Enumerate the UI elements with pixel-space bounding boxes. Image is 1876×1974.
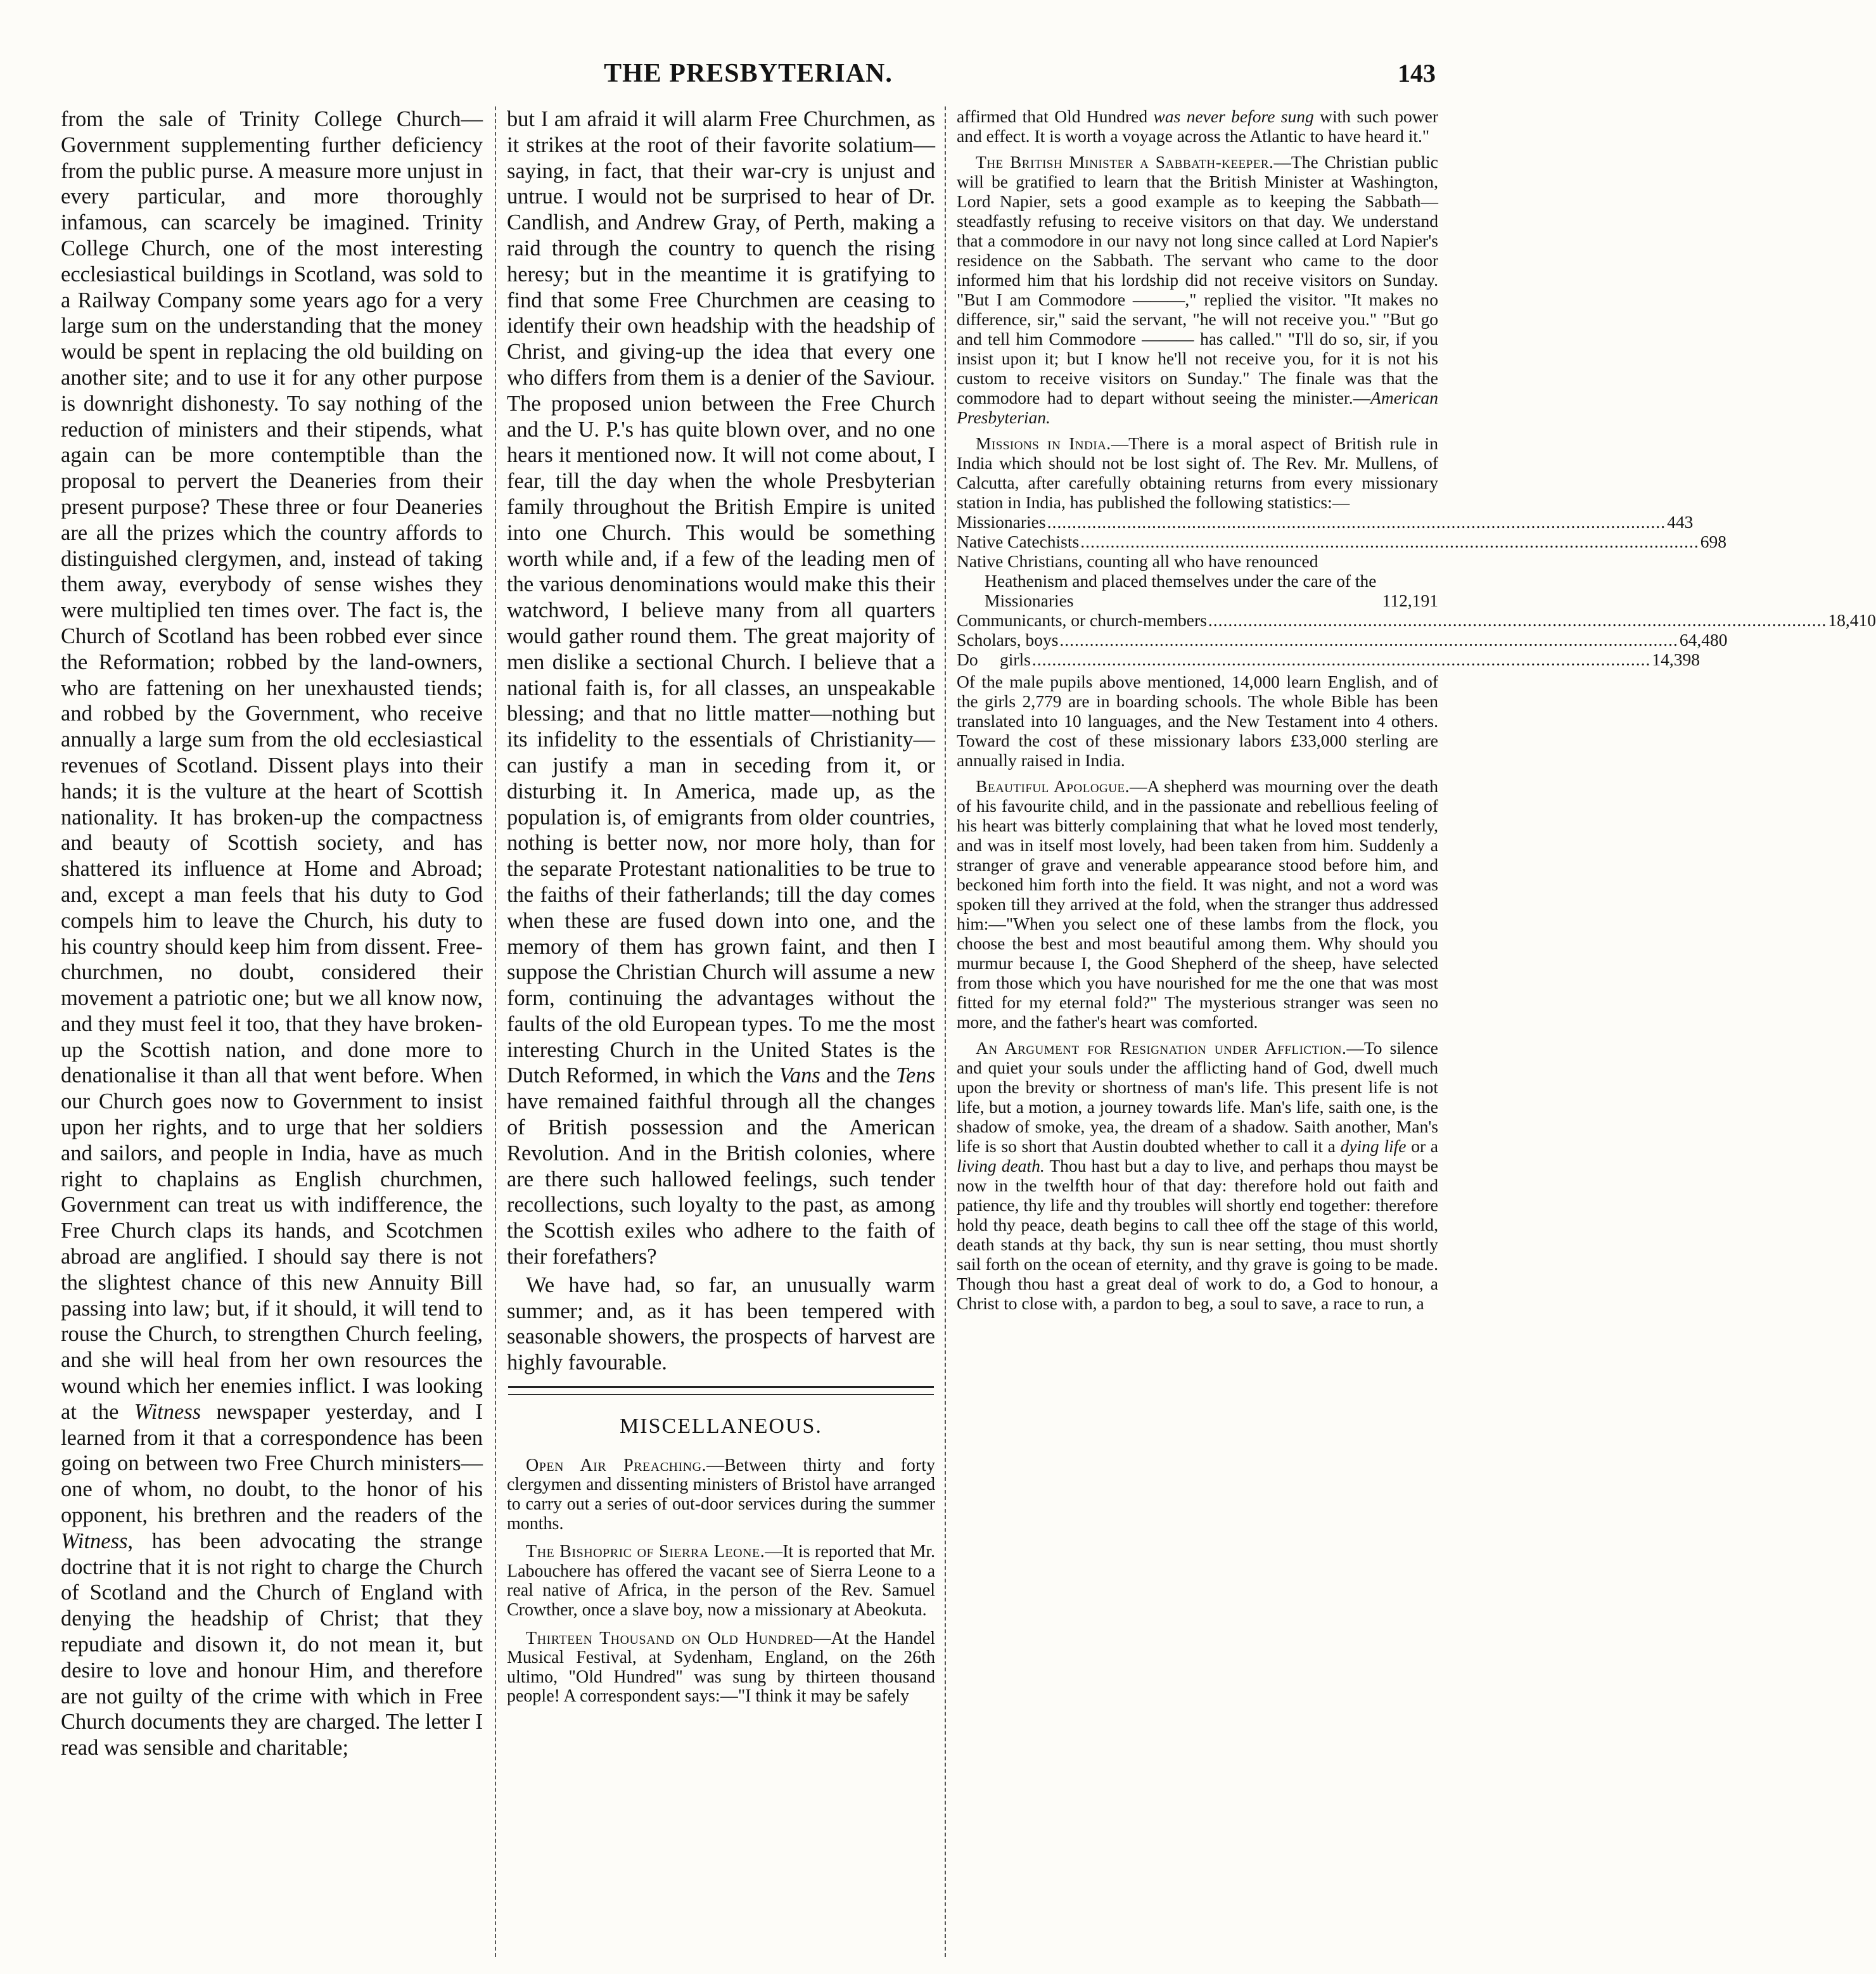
text-run: from the sale of Trinity College Church—Government supplementing further deficiency from the public purse. A measure more unjust in every particular, and more thoroughly infamous, can scarcely be imagined. Trinity College Church, one of the most interesting ecclesiastical buildings in Scotland, was sold to a Railway Company some years ago for a very large sum on the understanding that the money would be spent in replacing the old building on another site; and to use it for any other purpose is downright dishonesty. To say nothing of the reduction of ministers and their stipends, what again can be more contemptible than the proposal to pervert the Deaneries from their present purpose? These three or four Deaneries are all the prizes which the country affords to distinguished clergymen, and, instead of taking them away, everybody of sense wishes they were multiplied ten times over. The fact is, the Church of Scotland has been robbed ever since the Reformation; robbed by the land-owners, who are fattening on her unexhausted tiends; and robbed by the Government, who receive annually a large sum from the old ecclesiastical revenues of Scotland. Dissent plays into their hands; it is the vulture at the heart of Scottish nationality. It has broken-up the compactness and beauty of Scottish society, and has shattered its influence at Home and Abroad; and, except a man feels that his duty to God compels him to leave the Church, his duty to his country should keep him from dissent. Free-churchmen, no doubt, considered their movement a patriotic one; but we all know now, and they must feel it too, that they have broken-up the Scottish nation, and done more to denationalise it than all that went before. When our Church goes now to Government to insist upon her rights, and to urge that her soldiers and sailors, and people in India, have as much right to chaplains as English churchmen, Government can treat us with indifference, the Free Church claps its hands, and Scotchmen abroad are anglified. I should say there is not the slightest chance of this new Annuity Bill passing into law; but, if it should, it will tend to rouse the Church, to strengthen Church feeling, and she will heal from her own resources the wound which her enemies inflict. I was looking at the (61, 107, 483, 1424)
statistic-label: Native Catechists (957, 532, 1080, 551)
page-number: 143 (1398, 59, 1436, 87)
item-title: Beautiful Apologue. (976, 776, 1130, 796)
text-run: —At the Handel Musical Festival, at Sydenham, England, on the 26th ultimo, "Old Hundred" was sung by thirteen thousand people! A correspondent says:—"I think it may be safely (507, 1628, 935, 1707)
news-item (507, 1629, 935, 1707)
news-item (507, 1542, 935, 1620)
text-run: —Between thirty and forty clergymen and dissenting ministers of Bristol have arranged to carry out a series of out-door services during the summer months. (507, 1455, 935, 1534)
miscellaneous-section (507, 1456, 935, 1707)
statistic-value: 64,480 (1679, 630, 1728, 650)
statistic-label: Scholars, boys (957, 630, 1059, 650)
text-run: or a (1411, 1136, 1438, 1156)
news-item (957, 106, 1438, 146)
leader-dots (1207, 610, 1828, 630)
text-run: —It is reported that Mr. Labouchere has offered the vacant see of Sierra Leone to a real native of Africa, in the person of the Rev. Samuel Crowther, once a slave boy, now a missionary at Abeokuta. (507, 1542, 935, 1620)
item-title: Open Air Preaching. (526, 1455, 707, 1475)
statistics-row (957, 532, 1726, 551)
news-item (507, 1456, 935, 1534)
statistic-value: 14,398 (1652, 650, 1700, 669)
leader-dots (1031, 650, 1652, 669)
italic-phrase: was never before sung (1153, 106, 1314, 126)
statistic-label: Do girls (957, 650, 1031, 669)
section-heading: MISCELLANEOUS. (620, 1414, 822, 1439)
text-run: and the (826, 1063, 890, 1088)
statistic-label: Native Christians, counting all who have renounced Heathenism and placed themselves under the care of the Missionaries (957, 551, 1377, 610)
leader-dots (1079, 532, 1701, 551)
publication-name: Witness (134, 1399, 201, 1424)
article-paragraph (61, 106, 483, 1761)
text-run: —To silence and quiet your souls under the afflicting hand of God, dwell much upon the brevity or shortness of man's life. This present life is not life, but a motion, a journey towards life. Man's life, saith one, is the shadow of smoke, yea, the dream of a shadow. Saith another, Man's life is so short that Austin doubted whether to call it a (957, 1038, 1438, 1156)
statistic-label: Missionaries (957, 512, 1046, 532)
italic-phrase: dying life (1340, 1136, 1407, 1156)
statistic-value: 18,410 (1828, 610, 1876, 630)
statistics-row (957, 610, 1876, 630)
statistic-value: 443 (1667, 512, 1694, 532)
column-divider (495, 106, 496, 1957)
item-title: An Argument for Resignation under Affliction. (976, 1038, 1347, 1058)
text-run: —A shepherd was mourning over the death of his favourite child, and in the passionate and rebellious feeling of his heart was bitterly complaining that what he loved most tenderly, and was in itself most lovely, had been taken from him. Suddenly a stranger of grave and venerable appearance stood before him, and beckoned him forth into the field. It was night, and not a word was spoken till they arrived at the fold, when the stranger thus addressed him:—"When you select one of these lambs from the flock, you choose the best and most beautiful among them. Why should you murmur because I, the Good Shepherd of the sheep, have selected from those which you have nourished for me the one that was most fitted for my eternal fold?" The mysterious stranger was seen no more, and the father's heart was comforted. (957, 776, 1438, 1032)
text-run: —The Christian public will be gratified to learn that the British Minister at Washington, Lord Napier, sets a good example as to keeping the Sabbath—steadfastly refusing to receive visitors on that day. We understand that a commodore in our navy not long since called at Lord Napier's residence on the Sabbath. The servant who came to the door informed him that his lordship did not receive visitors on Sunday. "But I am Commodore ———," replied the visitor. "It makes no difference, sir," said the servant, "he will not receive you." "But go and tell him Commodore ——— has called." "I'll do so, sir, if you insist upon it; but I know he'll not receive you, for it is not his custom to receive visitors on Sunday." The finale was that the commodore had to depart without seeing the minister.— (957, 152, 1438, 407)
leader-dots (1046, 512, 1668, 532)
statistic-value: 698 (1700, 532, 1726, 551)
text-run: with such power and effect. It is worth a voyage across the Atlantic to have heard it." (957, 106, 1438, 146)
publication-name: Witness (61, 1529, 128, 1553)
leader-dots (1058, 630, 1680, 650)
news-item (957, 1038, 1438, 1313)
statistics-table (957, 512, 1876, 669)
column-middle (507, 106, 935, 1963)
statistic-value: 112,191 (1382, 591, 1438, 610)
italic-term: Tens (896, 1063, 936, 1088)
column-divider (945, 106, 946, 1957)
news-item (957, 152, 1438, 427)
item-source: American Presbyterian. (957, 388, 1438, 427)
item-title: The British Minister a Sabbath-keeper. (976, 152, 1274, 172)
item-title: Thirteen Thousand on Old Hundred (526, 1628, 814, 1648)
italic-phrase: living death. (957, 1156, 1045, 1176)
statistics-row (957, 650, 1700, 669)
column-right (957, 106, 1876, 1963)
statistics-row (957, 551, 1438, 610)
text-run: affirmed that Old Hundred (957, 106, 1148, 126)
running-head (61, 25, 1436, 95)
text-run: have remained faithful through all the changes of British possession and the American Revolution. And in the British colonies, where are there such hallowed feelings, such tender recollections, such loyalty to the past, as among the Scottish exiles who adhere to the faith of their forefathers? (507, 1089, 935, 1269)
item-title: The Bishopric of Sierra Leone. (526, 1542, 765, 1562)
statistics-row (957, 512, 1694, 532)
news-item (957, 433, 1438, 512)
article-paragraph: We have had, so far, an unusually warm summer; and, as it has been tempered with seasonable showers, the prospects of harvest are highly favourable. (507, 1272, 935, 1375)
item-title: Missions in India. (976, 433, 1111, 453)
news-item-continuation: Of the male pupils above mentioned, 14,000 learn English, and of the girls 2,779 are in boarding schools. The whole Bible has been translated into 10 languages, and the New Testament into 4 others. Toward the cost of these missionary labors £33,000 sterling are annually raised in India. (957, 672, 1438, 770)
section-divider (508, 1386, 934, 1395)
statistic-label: Communicants, or church-members (957, 610, 1207, 630)
column-left (61, 106, 483, 1963)
text-run: , has been advocating the strange doctrine that it is not right to charge the Church of Scotland and the Church of England with denying the headship of Christ; that they repudiate and disown it, do not mean it, but desire to love and honour Him, and therefore are not guilty of the crime with which in Free Church documents they are charged. The letter I read was sensible and charitable; (61, 1529, 483, 1760)
text-run: newspaper yesterday, and I learned from it that a correspondence has been going on between two Free Church ministers—one of whom, no doubt, to the honor of his opponent, his brethren and the readers of the (61, 1399, 483, 1528)
text-run: —There is a moral aspect of British rule in India which should not be lost sight of. The Rev. Mr. Mullens, of Calcutta, after carefully obtaining returns from every missionary station in India, has published the following statistics:— (957, 433, 1438, 512)
text-run: but I am afraid it will alarm Free Churchmen, as it strikes at the root of their favorite solatium—saying, in fact, that their war-cry is unjust and untrue. I would not be surprised to hear of Dr. Candlish, and Andrew Gray, of Perth, making a raid through the country to quench the rising heresy; but in the meantime it is gratifying to find that some Free Churchmen are ceasing to identify their own headship with the headship of Christ, and giving-up the idea that every one who differs from them is a denier of the Saviour. The proposed union between the Free Church and the U. P.'s has quite blown over, and no one hears it mentioned now. It will not come about, I fear, till the day when the whole Presbyterian family throughout the British Empire is united into one Church. This would be something worth while and, if a few of the leading men of the various denominations would make this their watchword, I believe many from all quarters would gather round them. The great majority of men dislike a sectional Church. I believe that a national faith is, for all classes, an unspeakable blessing; and that no little matter—nothing but its infidelity to the essentials of Christianity—can justify a man in seceding from it, or disturbing it. In America, made up, as the population is, of emigrants from older countries, nothing is better now, nor more holy, than for the separate Protestant nationalities to be true to the faiths of their fatherlands; till the day comes when these are fused down into one, and the memory of them has grown faint, and then I suppose the Christian Church will assume a new form, continuing the advantages without the faults of the old European types. To me the most interesting Church in the United States is the Dutch Reformed, in which the (507, 107, 935, 1088)
news-item (957, 776, 1438, 1032)
article-paragraph (507, 106, 935, 1270)
statistics-row (957, 630, 1728, 650)
italic-term: Vans (779, 1063, 820, 1088)
text-run: Thou hast but a day to live, and perhaps thou mayst be now in the twelfth hour of that day: therefore hold out faith and patience, thy life and thy troubles will shortly end together: therefore hold thy peace, death begins to call thee off the stage of this world, death stands at thy back, thy sun is near setting, thou must shortly sail forth on the ocean of eternity, and thy grave is going to be made. Though thou hast a great deal of work to do, a God to honour, a Christ to close with, a pardon to beg, a soul to save, a race to run, a (957, 1156, 1438, 1313)
running-title: THE PRESBYTERIAN. (604, 59, 893, 88)
